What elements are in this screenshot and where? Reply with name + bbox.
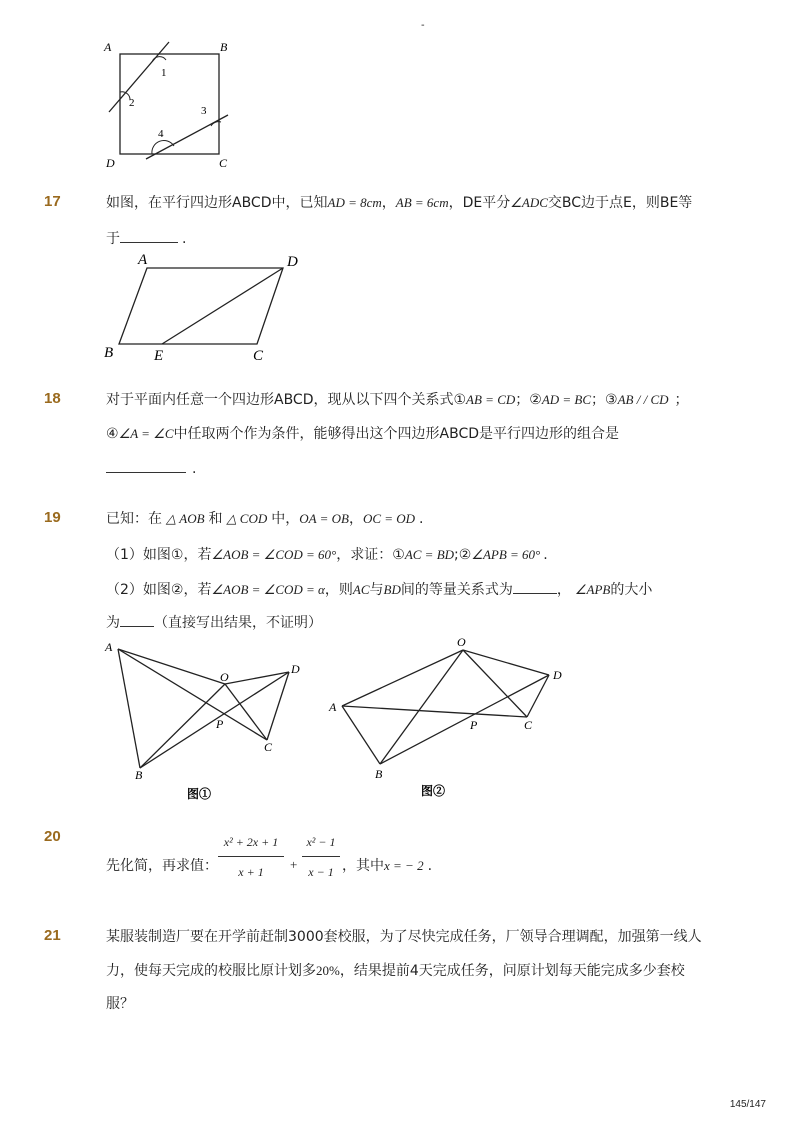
q17-line-1: 如图，在平行四边形ABCD中，已知AD = 8cm，AB = 6cm，DE平分∠ADC交BC边于点E，则BE等 xyxy=(106,195,693,211)
q18-line-1: 对于平面内任意一个四边形ABCD，现从以下四个关系式①AB = CD；②AD = BC；③AB / / CD ； xyxy=(106,392,689,408)
point-a-label: A xyxy=(329,700,337,714)
point-c-label: C xyxy=(264,740,273,754)
question-number-17: 17 xyxy=(44,193,61,210)
angle-4-label: 4 xyxy=(158,128,164,140)
question-number-20: 20 xyxy=(44,828,61,845)
point-o-label: O xyxy=(220,670,229,684)
figure-2-caption: 图② xyxy=(421,784,446,798)
triangle-figure-1 xyxy=(100,636,310,806)
square-transversal-figure xyxy=(100,36,240,171)
fraction-2-numerator: x² − 1 xyxy=(306,835,336,849)
vertex-c-label: C xyxy=(219,156,228,170)
q19-line-1: 已知：在 △ AOB 和 △ COD 中，OA = OB，OC = OD . xyxy=(106,511,424,527)
point-b-label: B xyxy=(135,768,143,782)
q20-condition: ，其中x = − 2 . xyxy=(342,858,433,874)
question-number-18: 18 xyxy=(44,390,61,407)
q18-line-3: . xyxy=(106,458,196,479)
q21-line-1: 某服装制造厂要在开学前赶制3000套校服，为了尽快完成任务，厂领导合理调配，加强第一线人 xyxy=(106,929,702,945)
q21-line-3: 服？ xyxy=(106,996,134,1012)
point-c-label: C xyxy=(524,718,533,732)
vertex-b-label: B xyxy=(104,345,114,361)
q19-line-4: 为 （直接写出结果，不证明） xyxy=(106,612,322,633)
q20-text-intro: 先化简，再求值： xyxy=(106,858,218,874)
fraction-2-denominator: x − 1 xyxy=(308,865,334,879)
angle-1-label: 1 xyxy=(161,67,167,79)
point-d-label: D xyxy=(291,662,300,676)
parallelogram-figure xyxy=(100,247,320,367)
answer-blank[interactable] xyxy=(513,579,557,594)
top-mark: - xyxy=(421,20,425,31)
q21-line-2: 力，使每天完成的校服比原计划多20%，结果提前4天完成任务，问原计划每天能完成多少套校 xyxy=(106,963,685,979)
q19-line-2: （1）如图①，若∠AOB = ∠COD = 60°，求证：①AC = BD;②∠APB = 60° . xyxy=(106,547,548,563)
point-p-label: P xyxy=(216,717,224,731)
angle-2-label: 2 xyxy=(129,97,135,109)
vertex-c-label: C xyxy=(253,348,264,364)
point-o-label: O xyxy=(457,635,466,649)
plus-sign: + xyxy=(290,857,298,872)
point-e-label: E xyxy=(154,348,164,364)
vertex-d-label: D xyxy=(106,156,115,170)
answer-blank[interactable] xyxy=(106,458,186,473)
answer-blank[interactable] xyxy=(120,612,154,627)
fraction-1-denominator: x + 1 xyxy=(238,865,264,879)
vertex-a-label: A xyxy=(138,252,148,268)
point-p-label: P xyxy=(470,718,478,732)
fraction-2 xyxy=(302,835,340,880)
vertex-d-label: D xyxy=(287,254,298,270)
q17-line-2: 于 . xyxy=(106,228,186,249)
q18-line-2: ④∠A = ∠C中任取两个作为条件，能够得出这个四边形ABCD是平行四边形的组合是 xyxy=(106,426,620,442)
vertex-b-label: B xyxy=(220,40,228,54)
point-b-label: B xyxy=(375,767,383,781)
vertex-a-label: A xyxy=(104,40,112,54)
page-number: 145/147 xyxy=(729,1099,766,1110)
question-number-19: 19 xyxy=(44,509,61,526)
fraction-1 xyxy=(218,835,284,880)
answer-blank[interactable] xyxy=(120,228,178,243)
question-number-21: 21 xyxy=(44,927,61,944)
triangle-figure-2 xyxy=(320,630,580,805)
fraction-1-numerator: x² + 2x + 1 xyxy=(223,835,279,849)
point-a-label: A xyxy=(105,640,113,654)
point-d-label: D xyxy=(553,668,562,682)
angle-3-label: 3 xyxy=(201,105,207,117)
q19-line-3: （2）如图②，若∠AOB = ∠COD = α，则AC与BD间的等量关系式为 ， ∠APB的大小 xyxy=(106,579,652,600)
figure-1-caption: 图① xyxy=(187,787,212,801)
